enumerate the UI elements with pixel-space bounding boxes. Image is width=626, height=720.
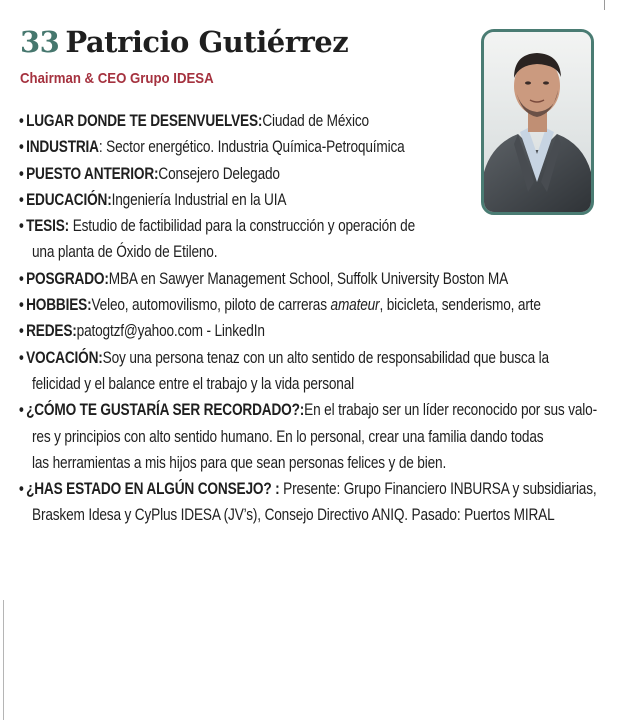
detail-value-em: amateur	[330, 295, 380, 315]
detail-label: POSGRADO:	[26, 268, 109, 288]
detail-value-cont: las herramientas a mis hijos para que sean personas felices y de bien.	[32, 452, 447, 472]
detail-posgrado: • POSGRADO:MBA en Sawyer Management School, Suffolk University Boston MA	[19, 268, 509, 288]
detail-consejo: • ¿HAS ESTADO EN ALGÚN CONSEJO? : Presente: Grupo Financiero INBURSA y subsidiarias, Braskem Idesa y CyPlus IDESA (JV’s), Consejo Directivo ANIQ. Pasado: Puertos MIRAL	[19, 476, 539, 529]
detail-value: Soy una persona tenaz con un alto sentido de responsabilidad que busca la	[102, 347, 549, 367]
detail-label: LUGAR DONDE TE DESENVUELVES:	[26, 111, 263, 130]
detail-label: PUESTO ANTERIOR:	[26, 163, 159, 183]
detail-label: HOBBIES:	[26, 295, 92, 315]
detail-industria: • INDUSTRIA: Sector energético. Industria Química-Petroquímica	[19, 137, 405, 157]
detail-value-cont: una planta de Óxido de Etileno.	[32, 242, 218, 262]
detail-value: MBA en Sawyer Management School, Suffolk University Boston MA	[108, 268, 509, 288]
detail-value: : Sector energético. Industria Química-Petroquímica	[98, 137, 405, 157]
detail-value: Ingeniería Industrial en la UIA	[111, 189, 287, 209]
detail-value: Veleo, automovilismo, piloto de carreras	[91, 295, 327, 315]
detail-recordado: • ¿CÓMO TE GUSTARÍA SER RECORDADO?:En el trabajo ser un líder reconocido por sus valo- res y principios con alto sentido humano. En lo personal, crear una familia dando todas las herramientas a mis hijos para que sean personas felices y de bien.	[19, 397, 539, 476]
detail-vocacion: • VOCACIÓN:Soy una persona tenaz con un alto sentido de responsabilidad que busca la felicidad y el balance entre el trabajo y la vida personal	[19, 345, 539, 398]
profile-header	[20, 24, 348, 60]
detail-label: TESIS:	[26, 216, 70, 236]
profile-title	[20, 24, 348, 60]
page-rule	[604, 0, 605, 10]
detail-value: Consejero Delegado	[158, 163, 280, 183]
detail-value: En el trabajo ser un líder reconocido por sus valo-	[304, 400, 597, 420]
detail-value-tail: , bicicleta, senderismo, arte	[379, 295, 541, 315]
detail-label: ¿HAS ESTADO EN ALGÚN CONSEJO? :	[26, 479, 280, 499]
detail-value: Ciudad de México	[262, 111, 369, 130]
detail-label: ¿CÓMO TE GUSTARÍA SER RECORDADO?:	[26, 400, 305, 420]
person-role: Chairman & CEO Grupo IDESA	[20, 70, 214, 87]
detail-educacion: • EDUCACIÓN:Ingeniería Industrial en la UIA	[19, 189, 287, 209]
detail-value-cont: res y principios con alto sentido humano. En lo personal, crear una familia dando todas	[32, 426, 544, 446]
detail-value: Estudio de factibilidad para la construcción y operación de	[72, 216, 416, 236]
detail-value-cont: felicidad y el balance entre el trabajo y la vida personal	[32, 373, 355, 393]
detail-value: Presente: Grupo Financiero INBURSA y subsidiarias,	[283, 479, 597, 499]
detail-label: EDUCACIÓN:	[26, 189, 112, 209]
profile-details	[19, 108, 626, 529]
detail-redes: • REDES:patogtzf@yahoo.com - LinkedIn	[19, 321, 265, 341]
detail-value: patogtzf@yahoo.com - LinkedIn	[76, 321, 265, 341]
ranking-number: 33	[20, 25, 60, 59]
detail-value-cont: Braskem Idesa y CyPlus IDESA (JV’s), Consejo Directivo ANIQ. Pasado: Puertos MIRAL	[32, 505, 555, 525]
detail-label: INDUSTRIA	[26, 137, 99, 157]
detail-label: VOCACIÓN:	[26, 347, 103, 367]
detail-lugar: • LUGAR DONDE TE DESENVUELVES:Ciudad de México	[19, 111, 369, 130]
detail-hobbies: • HOBBIES:Veleo, automovilismo, piloto de carreras amateur, bicicleta, senderismo, arte	[19, 295, 541, 315]
detail-label: REDES:	[26, 321, 77, 341]
detail-puesto-anterior: • PUESTO ANTERIOR:Consejero Delegado	[19, 163, 280, 183]
person-name: Patricio Gutiérrez	[65, 25, 349, 59]
detail-tesis: • TESIS: Estudio de factibilidad para la construcción y operación de una planta de Óxido de Etileno.	[19, 213, 539, 266]
page-rule-left	[3, 600, 4, 720]
